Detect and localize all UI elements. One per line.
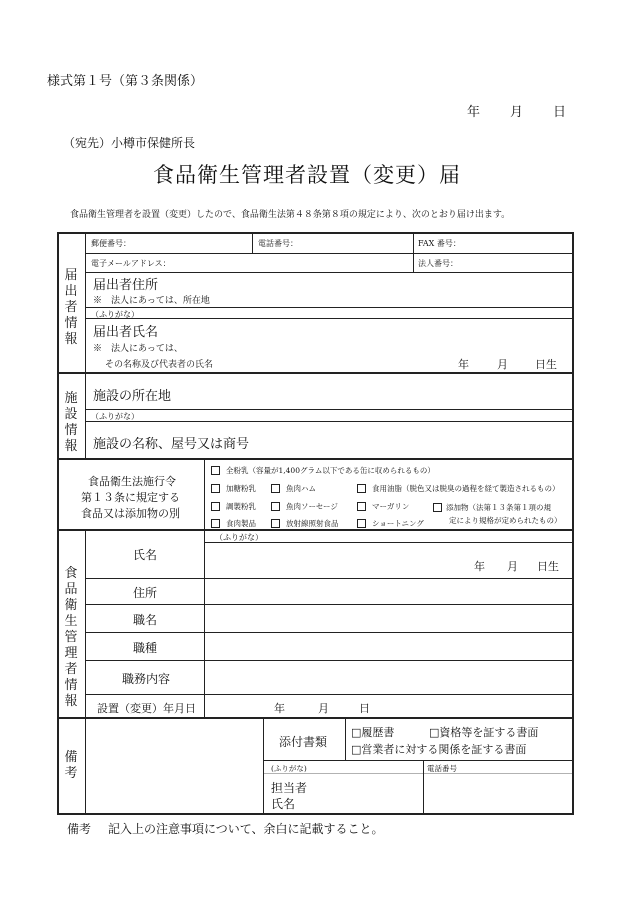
option-margarine: マーガリン — [372, 502, 410, 511]
facility-location-label: 施設の所在地 — [93, 389, 172, 404]
option-additive: 添加物（法第１３条第１項の規 — [446, 503, 551, 512]
date-day-label: 日 — [553, 105, 567, 120]
contact-person-label-2: 氏名 — [271, 797, 296, 811]
applicant-name-label: 届出者氏名 — [93, 325, 159, 340]
manager-address-field[interactable] — [207, 580, 571, 603]
appointment-day-label: 日 — [359, 702, 370, 715]
checkbox-margarine[interactable] — [357, 502, 366, 511]
postal-code-field[interactable] — [150, 236, 250, 251]
manager-furigana-field[interactable] — [270, 532, 570, 542]
manager-section-label: 食品衛生管理者情報 — [64, 566, 78, 709]
manager-furigana-label: （ふりがな） — [215, 533, 263, 542]
option-ham: 魚肉ハム — [286, 484, 316, 493]
facility-furigana-field[interactable] — [150, 410, 570, 420]
attachment-relation[interactable]: □営業者に対する関係を証する書面 — [351, 743, 527, 756]
footer-note-text: 記入上の注意事項について、余白に記載すること。 — [108, 822, 384, 836]
manager-address-label: 住所 — [133, 586, 158, 600]
manager-duties-label: 職務内容 — [122, 672, 171, 686]
checkbox-sweetened-milk[interactable] — [211, 484, 220, 493]
phone-field[interactable] — [305, 236, 410, 251]
addressee: （宛先）小樽市保健所長 — [63, 136, 196, 150]
option-powdered-milk: 全粉乳（容量が1,400グラム以下である缶に収められるもの） — [226, 466, 435, 475]
manager-name-field[interactable] — [207, 544, 457, 576]
attachment-resume[interactable]: □履歴書 — [351, 726, 395, 739]
facility-section-label: 施設情報 — [64, 391, 78, 454]
facility-name-field[interactable] — [280, 423, 570, 456]
email-field[interactable] — [190, 256, 410, 271]
applicant-address-label: 届出者住所 — [93, 278, 159, 293]
intro-text: 食品衛生管理者を設置（変更）したので、食品衛生法第４８条第８項の規定により、次のとおり届け出ます。 — [70, 210, 511, 220]
date-month-label: 月 — [510, 105, 524, 120]
checkbox-additive[interactable] — [433, 503, 442, 512]
facility-name-label: 施設の名称、屋号又は商号 — [93, 437, 250, 452]
food-type-label-1: 食品衛生法施行令 — [88, 475, 176, 488]
contact-phone-field[interactable] — [427, 775, 571, 811]
option-irradiated: 放射線照射食品 — [286, 519, 339, 528]
remarks-field[interactable] — [88, 720, 261, 812]
manager-birth-month-label: 月 — [507, 560, 518, 573]
manager-name-label: 氏名 — [133, 548, 158, 562]
appointment-month-label: 月 — [318, 702, 329, 715]
option-sweetened-milk: 加糖粉乳 — [226, 484, 256, 493]
email-label: 電子メールアドレス： — [91, 259, 171, 268]
contact-phone-label: 電話番号 — [427, 764, 457, 773]
checkbox-meat[interactable] — [211, 519, 220, 528]
applicant-birth-year-label: 年 — [458, 358, 469, 371]
footer-note-label: 備考 — [67, 822, 92, 836]
corporate-number-label: 法人番号： — [418, 259, 458, 268]
manager-job-type-label: 職種 — [133, 641, 158, 655]
applicant-name-note-2: その名称及び代表者の氏名 — [105, 360, 214, 370]
checkbox-sausage[interactable] — [271, 502, 280, 511]
fax-field[interactable] — [470, 236, 570, 251]
page-title: 食品衛生管理者設置（変更）届 — [153, 163, 461, 187]
checkbox-ham[interactable] — [271, 484, 280, 493]
form-number: 様式第１号（第３条関係） — [47, 74, 204, 89]
option-additive-cont: 定により規格が定められたもの） — [449, 516, 562, 525]
applicant-address-note: ※ 法人にあっては、所在地 — [93, 296, 210, 306]
checkbox-edible-oil[interactable] — [357, 484, 366, 493]
option-formula-milk: 調製粉乳 — [226, 502, 256, 511]
fax-label: FAX 番号： — [418, 239, 461, 248]
checkbox-shortening[interactable] — [357, 519, 366, 528]
corporate-number-field[interactable] — [470, 256, 570, 271]
applicant-section-label: 届出者情報 — [64, 268, 78, 347]
applicant-furigana-field[interactable] — [150, 308, 570, 318]
option-sausage: 魚肉ソーセージ — [286, 502, 338, 511]
contact-person-label-1: 担当者 — [271, 781, 308, 795]
postal-code-label: 郵便番号： — [91, 239, 131, 248]
facility-location-field[interactable] — [190, 375, 570, 407]
option-meat: 食肉製品 — [226, 519, 256, 528]
checkbox-powdered-milk[interactable] — [211, 466, 220, 475]
contact-furigana-label: (ふりがな) — [271, 764, 307, 773]
contact-person-field[interactable] — [305, 775, 420, 811]
date-year-label: 年 — [467, 105, 481, 120]
applicant-birth-month-label: 月 — [497, 358, 508, 371]
manager-birth-year-label: 年 — [474, 560, 485, 573]
checkbox-formula-milk[interactable] — [211, 502, 220, 511]
manager-birth-day-label: 日生 — [537, 560, 559, 573]
applicant-address-field[interactable] — [190, 274, 570, 306]
manager-title-label: 職名 — [133, 613, 158, 627]
applicant-name-field[interactable] — [250, 320, 570, 352]
food-type-label-3: 食品又は添加物の別 — [81, 507, 180, 520]
appointment-date-label: 設置（変更）年月日 — [97, 702, 196, 715]
remarks-section-label: 備考 — [64, 750, 78, 781]
attachment-qualification[interactable]: □資格等を証する書面 — [429, 726, 539, 739]
applicant-name-note-1: ※ 法人にあっては、 — [93, 344, 183, 354]
option-edible-oil: 食用油脂（脱色又は脱臭の過程を経て製造されるもの） — [372, 484, 560, 493]
manager-title-field[interactable] — [207, 606, 571, 631]
manager-duties-field[interactable] — [207, 662, 571, 693]
appointment-year-label: 年 — [274, 702, 285, 715]
applicant-furigana-label: （ふりがな） — [91, 310, 139, 319]
option-shortening: ショートニング — [372, 519, 424, 528]
facility-furigana-label: （ふりがな） — [91, 412, 139, 421]
applicant-birth-day-label: 日生 — [535, 358, 557, 371]
attachments-label: 添付書類 — [279, 735, 328, 749]
checkbox-irradiated[interactable] — [271, 519, 280, 528]
manager-job-type-field[interactable] — [207, 634, 571, 659]
food-type-label-2: 第１３条に規定する — [81, 491, 180, 504]
phone-label: 電話番号： — [258, 239, 298, 248]
